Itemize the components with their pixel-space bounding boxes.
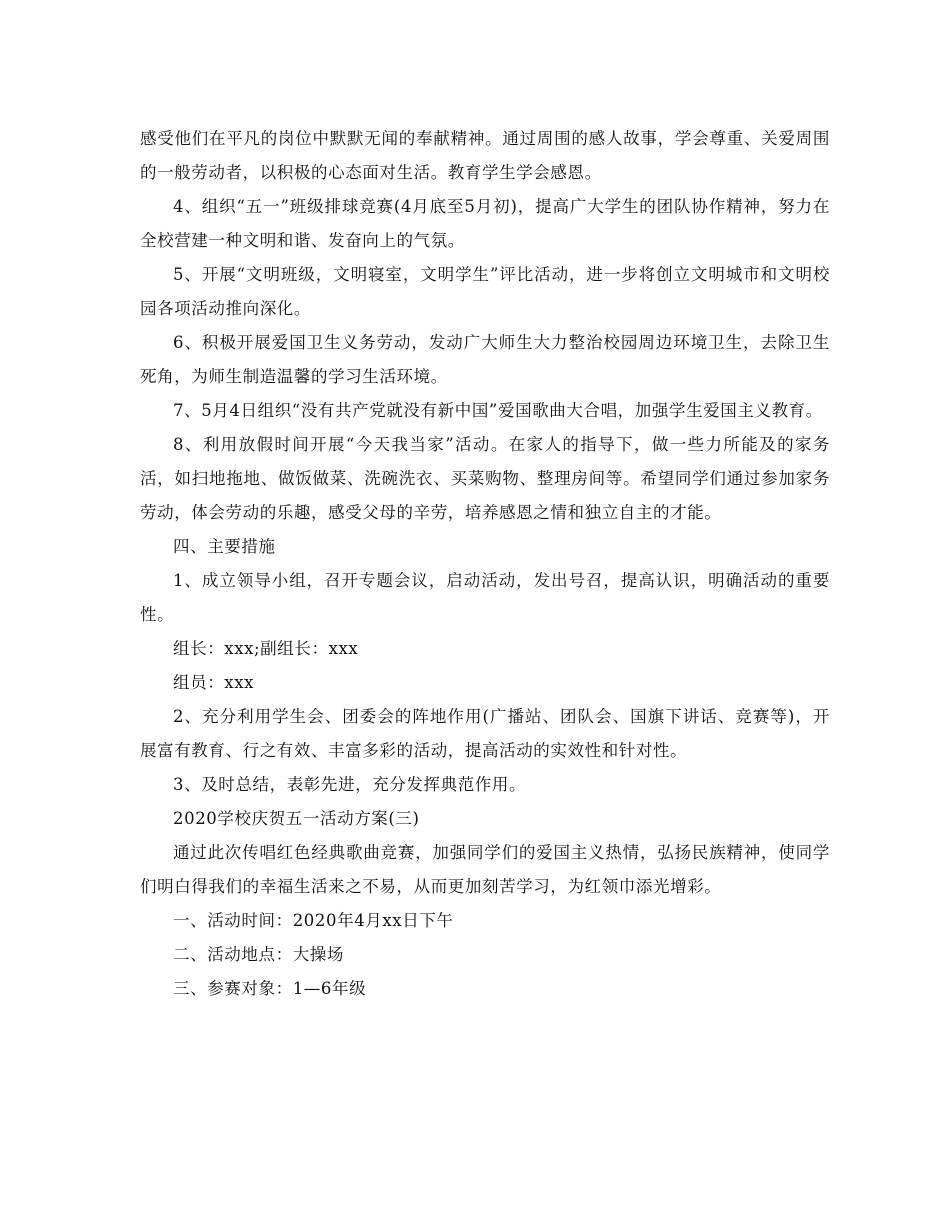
paragraph: 组长：xxx;副组长：xxx: [173, 639, 359, 658]
paragraph: 组员：xxx: [173, 673, 255, 692]
paragraph: 7、5月4日组织“没有共产党就没有新中国”爱国歌曲大合唱，加强学生爱国主义教育。: [173, 401, 823, 420]
paragraph: 6、积极开展爱国卫生义务劳动，发动广大师生大力整治校园周边环境卫生，去除卫生死角，为师生制造温馨的学习生活环境。: [140, 333, 830, 386]
paragraph: 1、成立领导小组，召开专题会议，启动活动，发出号召，提高认识，明确活动的重要性。: [140, 571, 830, 624]
section-heading: 四、主要措施: [173, 537, 276, 556]
document-body: [140, 122, 830, 1006]
section-title: 2020学校庆贺五一活动方案(三): [173, 809, 420, 828]
paragraph: 二、活动地点：大操场: [173, 945, 344, 964]
paragraph: 通过此次传唱红色经典歌曲竞赛，加强同学们的爱国主义热情，弘扬民族精神，使同学们明白得我们的幸福生活来之不易，从而更加刻苦学习，为红领巾添光增彩。: [140, 843, 830, 896]
paragraph: 4、组织“五一”班级排球竞赛(4月底至5月初)，提高广大学生的团队协作精神，努力在全校营建一种文明和谐、发奋向上的气氛。: [140, 197, 830, 250]
paragraph: 一、活动时间：2020年4月xx日下午: [173, 911, 454, 930]
paragraph: 8、利用放假时间开展“今天我当家”活动。在家人的指导下，做一些力所能及的家务活，如扫地拖地、做饭做菜、洗碗洗衣、买菜购物、整理房间等。希望同学们通过参加家务劳动，体会劳动的乐趣，感受父母的辛劳，培养感恩之情和独立自主的才能。: [140, 435, 830, 522]
paragraph: 2、充分利用学生会、团委会的阵地作用(广播站、团队会、国旗下讲话、竞赛等)，开展富有教育、行之有效、丰富多彩的活动，提高活动的实效性和针对性。: [140, 707, 830, 760]
paragraph: 三、参赛对象：1—6年级: [173, 979, 367, 998]
paragraph: 感受他们在平凡的岗位中默默无闻的奉献精神。通过周围的感人故事，学会尊重、关爱周围的一般劳动者，以积极的心态面对生活。教育学生学会感恩。: [140, 129, 830, 182]
paragraph: 3、及时总结，表彰先进，充分发挥典范作用。: [173, 775, 527, 794]
paragraph: 5、开展“文明班级，文明寝室，文明学生”评比活动，进一步将创立文明城市和文明校园各项活动推向深化。: [140, 265, 830, 318]
